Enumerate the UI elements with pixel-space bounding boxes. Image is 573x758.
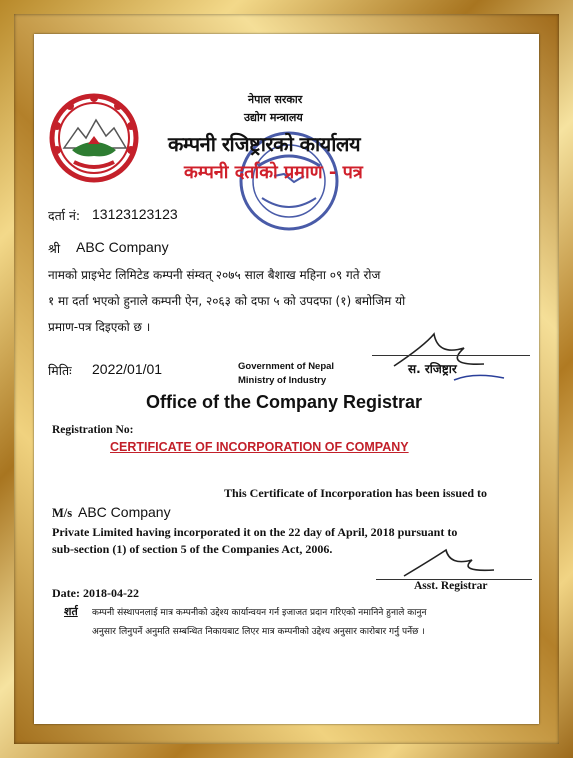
signature-line-nepali [372, 355, 530, 356]
company-name-english: ABC Company [78, 504, 171, 520]
company-name-nepali-section: ABC Company [76, 239, 169, 255]
office-nepali: कम्पनी रजिष्ट्रारको कार्यालय [168, 132, 361, 156]
date-english: Date: 2018-04-22 [52, 586, 139, 600]
nepali-body-line-2: १ मा दर्ता भएको हुनाले कम्पनी ऐन, २०६३ को दफा ५ को उपदफा (१) बमोजिम यो [48, 294, 406, 308]
issued-text: This Certificate of Incorporation has been issued to [224, 486, 487, 500]
date-label-nepali: मितिः [48, 363, 72, 378]
shri-label: श्री [48, 241, 61, 256]
ministry-nepali: उद्योग मन्त्रालय [244, 111, 303, 124]
condition-line-1: कम्पनी संस्थापनलाई मात्र कम्पनीको उद्देश्य कार्यान्वयन गर्न इजाजत प्रदान गरिएको नमानिने हुनाले कानुन [92, 608, 427, 618]
reg-label-english: Registration No: [52, 424, 134, 436]
signature-title-english: Asst. Registrar [414, 580, 488, 592]
english-body-line-2: sub-section (1) of section 5 of the Companies Act, 2006. [52, 542, 333, 556]
certificate-title-english: CERTIFICATE OF INCORPORATION OF COMPANY [110, 440, 409, 454]
nepal-emblem-icon [48, 92, 140, 184]
nepali-body-line-1: नामको प्राइभेट लिमिटेड कम्पनी संम्वत् २०७५ साल बैशाख महिना ०९ गते रोज [48, 268, 381, 282]
condition-label: शर्त [64, 605, 78, 618]
signature-title-nepali: स. रजिष्ट्रार [408, 362, 457, 376]
office-english: Office of the Company Registrar [146, 392, 423, 412]
ministry-english: Ministry of Industry [238, 375, 327, 386]
reg-label-nepali: दर्ता नं: [48, 208, 81, 223]
condition-line-2: अनुसार लिनुपर्ने अनुमति सम्बन्धित निकायबाट लिएर मात्र कम्पनीको उद्देश्य अनुसार कारोबार गर्नु पर्नेछ । [92, 627, 425, 637]
reg-number: 13123123123 [92, 206, 178, 222]
certificate-paper [34, 34, 539, 724]
certificate-title-nepali: कम्पनी दर्ताको प्रमाण - पत्र [184, 162, 363, 183]
ms-label: M/s [52, 506, 73, 520]
signature-icon [374, 326, 534, 386]
gov-nepali: नेपाल सरकार [248, 93, 303, 106]
nepali-body-line-3: प्रमाण-पत्र दिइएको छ । [48, 320, 151, 334]
signature-icon-english [394, 546, 534, 582]
english-body-line-1: Private Limited having incorporated it on the 22 day of April, 2018 pursuant to [52, 525, 458, 539]
date-nepali-section: 2022/01/01 [92, 361, 163, 377]
gov-english: Government of Nepal [238, 361, 335, 372]
